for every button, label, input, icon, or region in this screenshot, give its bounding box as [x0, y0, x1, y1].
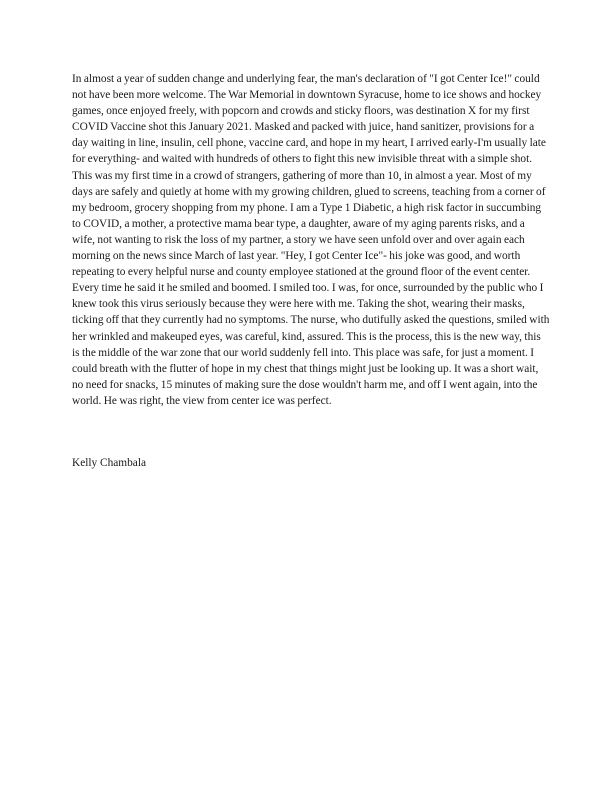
essay-paragraph: In almost a year of sudden change and underlying fear, the man's declaration of "I got Center Ice!" could not have been more welcome. The War Memorial in downtown Syracuse, home to ice shows and hockey games, once enjoyed freely, with popcorn and crowds and sticky floors, was destination X for my first COVID Vaccine shot this January 2021. Masked and packed with juice, hand sanitizer, provisions for a day waiting in line, insulin, cell phone, vaccine card, and hope in my heart, I arrived early-I'm usually late for everything- and waited with hundreds of others to fight this new invisible threat with a simple shot. This was my first time in a crowd of strangers, gathering of more than 10, in almost a year. Most of my days are safely and quietly at home with my growing children, glued to screens, teaching from a corner of my bedroom, grocery shopping from my phone. I am a Type 1 Diabetic, a high risk factor in succumbing to COVID, a mother, a protective mama bear type, a daughter, aware of my aging parents risks, and a wife, not wanting to risk the loss of my partner, a story we have seen unfold over and over again each morning on the news since March of last year. "Hey, I got Center Ice"- his joke was good, and worth repeating to every helpful nurse and county employee stationed at the ground floor of the event center. Every time he said it he smiled and boomed. I smiled too. I was, for once, surrounded by the public who I knew took this virus seriously because they were here with me. Taking the shot, wearing their masks, ticking off that they currently had no symptoms. The nurse, who dutifully asked the questions, smiled with her wrinkled and makeuped eyes, was careful, kind, assured. This is the process, this is the new way, this is the middle of the war zone that our world suddenly fell into. This place was safe, for just a moment. I could breath with the flutter of hope in my chest that things might just be looking up. It was a short wait, no need for snacks, 15 minutes of making sure the dose wouldn't harm me, and off I went again, into the world. He was right, the view from center ice was perfect.: [72, 73, 550, 407]
author-signature: Kelly Chambala: [72, 457, 147, 469]
